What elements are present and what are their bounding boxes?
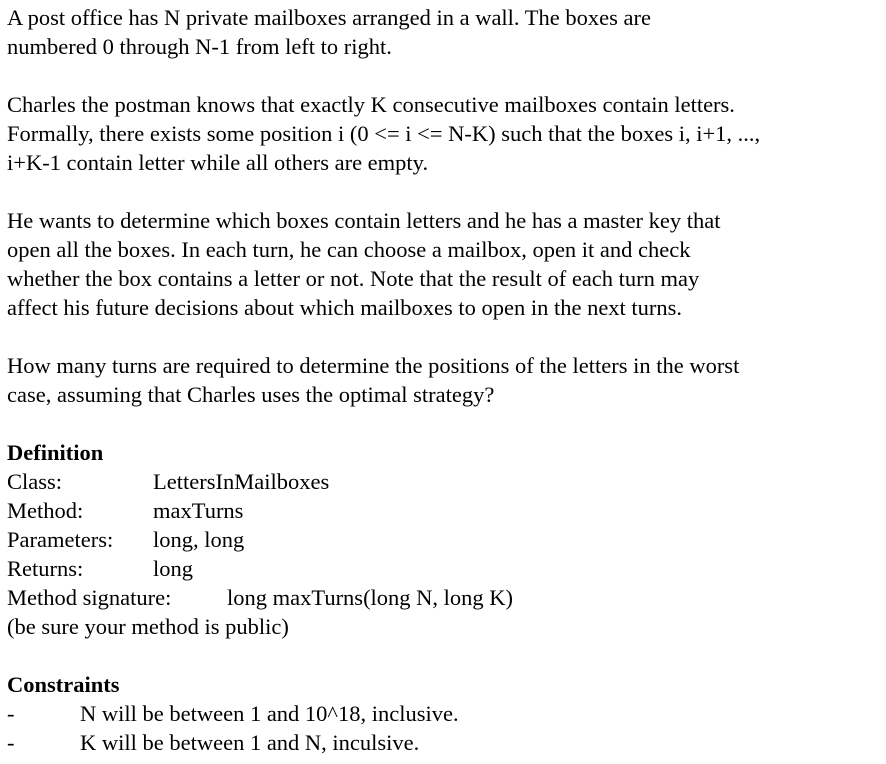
constraint-text: N will be between 1 and 10^18, inclusive. xyxy=(80,701,459,726)
method-label: Method: xyxy=(7,498,84,523)
class-label: Class: xyxy=(7,469,63,494)
paragraph-line: i+K-1 contain letter while all others are empty. xyxy=(7,150,429,175)
parameters-label: Parameters: xyxy=(7,527,114,552)
paragraph-line: How many turns are required to determine the positions of the letters in the worst xyxy=(7,353,740,378)
problem-paragraph-3 xyxy=(7,206,867,322)
problem-paragraph-1 xyxy=(7,3,867,61)
paragraph-line: A post office has N private mailboxes arranged in a wall. The boxes are xyxy=(7,5,651,30)
paragraph-line: Formally, there exists some position i (0 <= i <= N-K) such that the boxes i, i+1, ..., xyxy=(7,121,761,146)
problem-paragraph-2 xyxy=(7,90,867,177)
paragraph-line: He wants to determine which boxes contain letters and he has a master key that xyxy=(7,208,721,233)
bullet-dash: - xyxy=(7,701,15,726)
returns-row xyxy=(7,554,867,583)
class-row xyxy=(7,467,867,496)
paragraph-line: whether the box contains a letter or not. Note that the result of each turn may xyxy=(7,266,700,291)
definition-heading: Definition xyxy=(7,440,104,465)
parameters-row xyxy=(7,525,867,554)
public-note: (be sure your method is public) xyxy=(7,614,289,639)
signature-value: long maxTurns(long N, long K) xyxy=(227,585,514,610)
method-value: maxTurns xyxy=(153,498,244,523)
constraint-item xyxy=(7,728,867,757)
signature-row xyxy=(7,583,867,612)
parameters-value: long, long xyxy=(153,527,245,552)
class-value: LettersInMailboxes xyxy=(153,469,330,494)
signature-label: Method signature: xyxy=(7,585,172,610)
paragraph-line: case, assuming that Charles uses the optimal strategy? xyxy=(7,382,495,407)
method-row xyxy=(7,496,867,525)
constraint-text: K will be between 1 and N, inculsive. xyxy=(80,730,420,755)
paragraph-line: affect his future decisions about which mailboxes to open in the next turns. xyxy=(7,295,683,320)
problem-paragraph-4 xyxy=(7,351,867,409)
returns-label: Returns: xyxy=(7,556,84,581)
paragraph-line: numbered 0 through N-1 from left to right. xyxy=(7,34,392,59)
definition-section xyxy=(7,438,867,641)
constraints-section xyxy=(7,670,867,757)
problem-document xyxy=(7,3,867,757)
paragraph-line: open all the boxes. In each turn, he can choose a mailbox, open it and check xyxy=(7,237,691,262)
constraints-heading: Constraints xyxy=(7,672,120,697)
returns-value: long xyxy=(153,556,194,581)
constraint-item xyxy=(7,699,867,728)
paragraph-line: Charles the postman knows that exactly K consecutive mailboxes contain letters. xyxy=(7,92,735,117)
bullet-dash: - xyxy=(7,730,15,755)
